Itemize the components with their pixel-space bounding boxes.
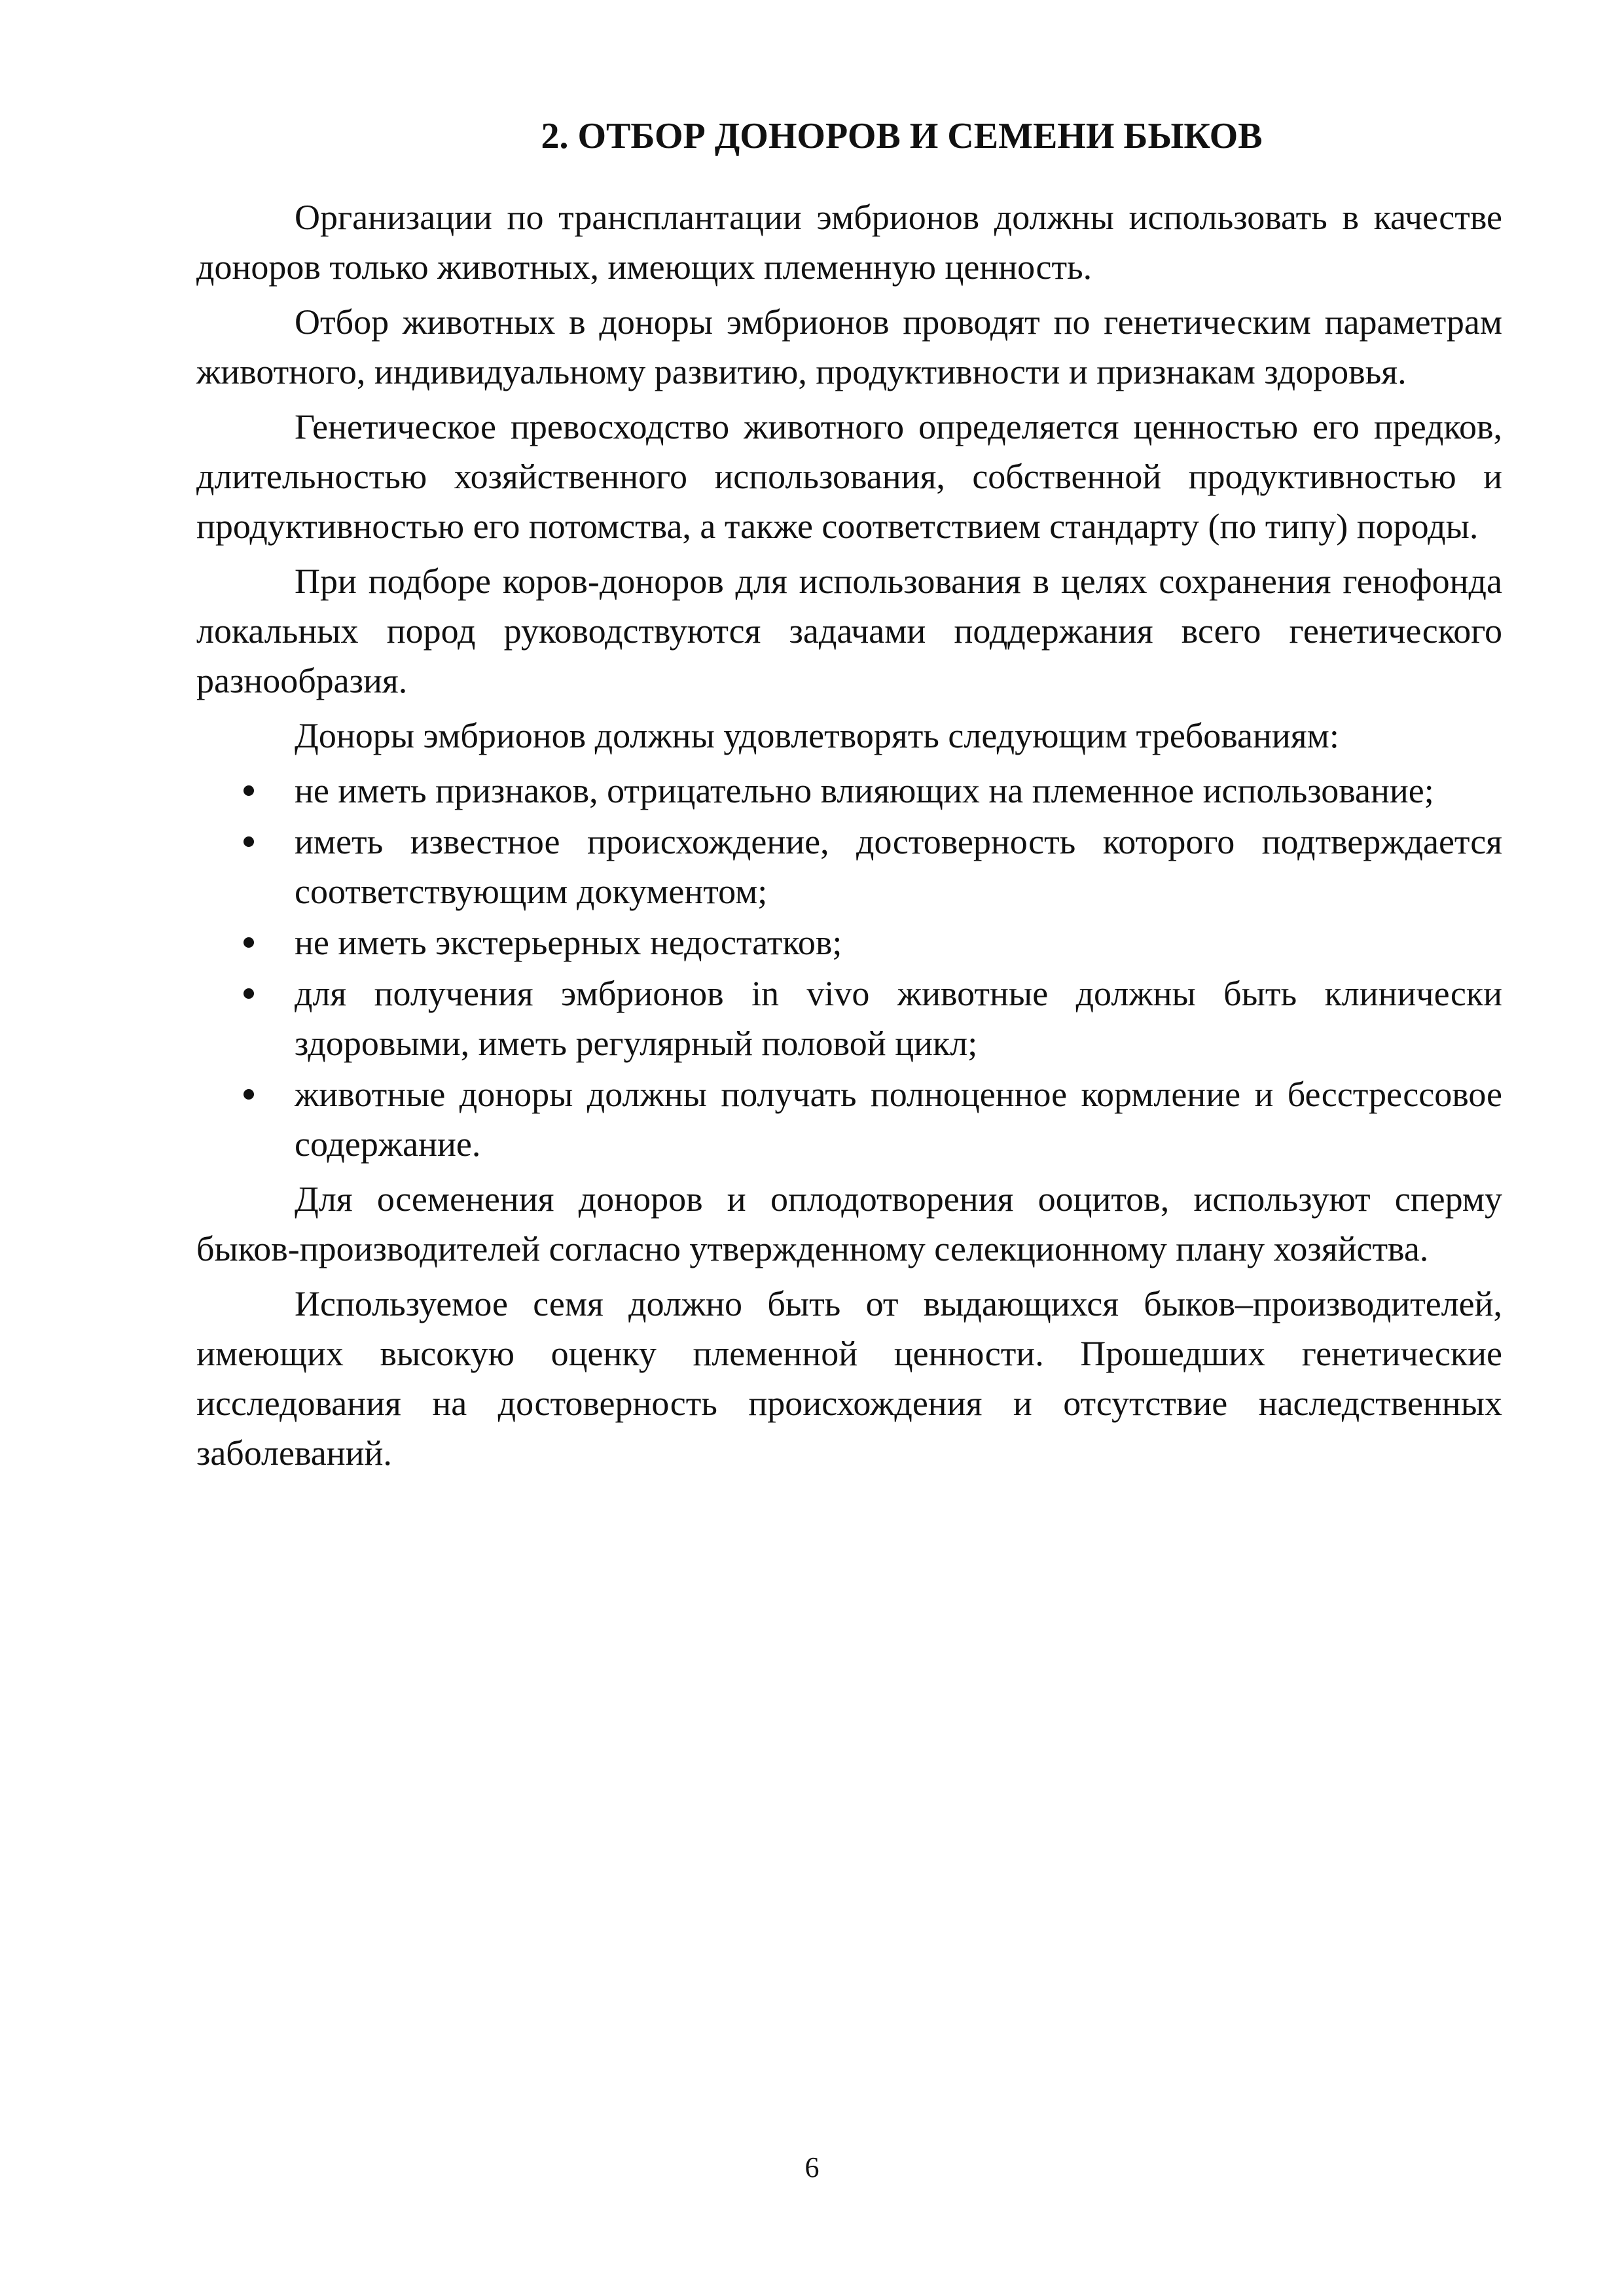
bullet-icon: [244, 988, 254, 999]
list-item-text: иметь известное происхождение, достоверность которого подтверждается соответствующим документом;: [295, 822, 1502, 911]
list-item-text: не иметь экстерьерных недостатков;: [295, 923, 842, 962]
page-number: 6: [804, 2151, 820, 2183]
bullet-icon: [244, 1089, 254, 1100]
list-item: [196, 1069, 1502, 1169]
bullet-icon: [244, 836, 254, 847]
section-title: 2. ОТБОР ДОНОРОВ И СЕМЕНИ БЫКОВ: [541, 116, 1263, 156]
paragraph: Отбор животных в доноры эмбрионов проводят по генетическим параметрам животного, индивидуальному развитию, продуктивности и признакам здоровья.: [196, 302, 1502, 391]
list-item: [196, 969, 1502, 1068]
paragraph: Используемое семя должно быть от выдающихся быков–производителей, имеющих высокую оценку племенной ценности. Прошедших генетические исследования на достоверность происхождения и отсутствие наследственных заболеваний.: [196, 1284, 1502, 1473]
document-page: [196, 111, 1502, 1478]
list-item: [196, 817, 1502, 916]
list-item: [196, 918, 1502, 967]
paragraph: Для осеменения доноров и оплодотворения ооцитов, используют сперму быков-производителей согласно утвержденному селекционному плану хозяйства.: [196, 1179, 1502, 1268]
paragraph: Доноры эмбрионов должны удовлетворять следующим требованиям:: [295, 716, 1339, 755]
requirements-list: [196, 766, 1502, 1169]
paragraph: Генетическое превосходство животного определяется ценностью его предков, длительностью хозяйственного использования, собственной продуктивностью и продуктивностью его потомства, а также соответствием стандарту (по типу) породы.: [196, 407, 1502, 546]
bullet-icon: [244, 785, 254, 796]
list-item-text: не иметь признаков, отрицательно влияющих на племенное использование;: [295, 771, 1434, 810]
list-item: [196, 766, 1502, 816]
paragraph: Организации по трансплантации эмбрионов должны использовать в качестве доноров только животных, имеющих племенную ценность.: [196, 198, 1502, 287]
list-item-text: для получения эмбрионов in vivo животные должны быть клинически здоровыми, иметь регулярный половой цикл;: [295, 974, 1502, 1063]
bullet-icon: [244, 937, 254, 948]
paragraph: При подборе коров-доноров для использования в целях сохранения генофонда локальных пород руководствуются задачами поддержания всего генетического разнообразия.: [196, 562, 1502, 700]
list-item-text: животные доноры должны получать полноценное кормление и бесстрессовое содержание.: [295, 1075, 1502, 1164]
